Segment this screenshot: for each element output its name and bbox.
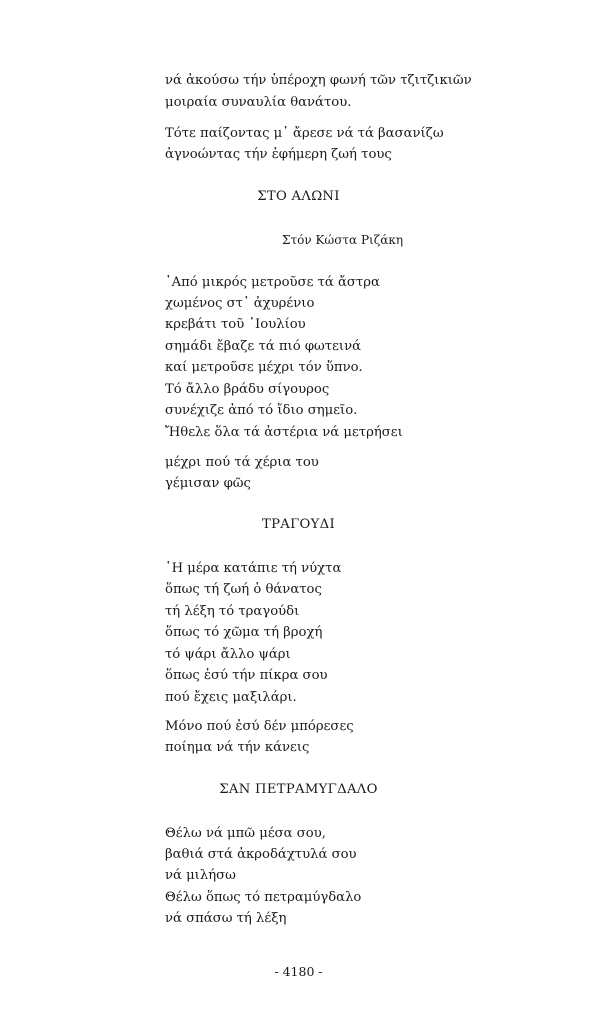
poem-line: νά σπάσω τή λέξη: [165, 911, 287, 926]
poem-line: τό ψάρι ἄλλο ψάρι: [165, 647, 291, 662]
poem-title: ΣΤΟ ΑΛΩΝΙ: [257, 189, 340, 204]
poem-line: τή λέξη τό τραγούδι: [165, 604, 300, 619]
poem-line: νά μιλήσω: [165, 868, 236, 883]
poem-line: γέμισαν φῶς: [165, 476, 251, 491]
poem-line: Τότε παίζοντας μ᾽ ἄρεσε νά τά βασανίζω: [165, 126, 444, 141]
poem-line: ᾽Από μικρός μετροῦσε τά ἄστρα: [165, 275, 380, 290]
poem-line: Ἤθελε ὅλα τά ἀστέρια νά μετρήσει: [165, 425, 403, 440]
poem-line: Μόνο πού ἐσύ δέν μπόρεσες: [165, 719, 354, 734]
poem-line: ὅπως τή ζωή ὁ θάνατος: [165, 582, 322, 597]
poem-line: ὅπως ἐσύ τήν πίκρα σου: [165, 668, 328, 683]
poem-line: σημάδι ἔβαζε τά πιό φωτεινά: [165, 339, 362, 354]
poem-line: Θέλω νά μπῶ μέσα σου,: [165, 826, 326, 841]
poem-line: μοιραία συναυλία θανάτου.: [165, 95, 352, 110]
poem-line: ῾Η μέρα κατάπιε τή νύχτα: [165, 561, 342, 576]
poem-line: καί μετροῦσε μέχρι τόν ὕπνο.: [165, 360, 363, 375]
poem-line: χωμένος στ᾽ ἀχυρένιο: [165, 296, 315, 311]
poem-line: νά ἀκούσω τήν ὑπέροχη φωνή τῶν τζιτζικιῶν: [165, 73, 472, 88]
poem-line: συνέχιζε ἀπό τό ἴδιο σημεῖο.: [165, 403, 358, 418]
poem-title: ΤΡΑΓΟΥΔΙ: [262, 517, 335, 532]
page-number: - 4180 -: [274, 964, 323, 979]
poem-line: πού ἔχεις μαξιλάρι.: [165, 690, 297, 705]
poem-line: ἀγνοώντας τήν ἐφήμερη ζωή τους: [165, 147, 392, 162]
poem-line: ὅπως τό χῶμα τή βροχή: [165, 625, 323, 640]
poem-dedication: Στόν Κώστα Ριζάκη: [282, 233, 404, 247]
poem-line: ποίημα νά τήν κάνεις: [165, 740, 310, 755]
poem-title: ΣΑΝ ΠΕΤΡΑΜΥΓΔΑΛΟ: [219, 782, 378, 797]
poem-line: κρεβάτι τοῦ ᾽Ιουλίου: [165, 317, 306, 332]
poem-line: Τό ἄλλο βράδυ σίγουρος: [165, 382, 330, 397]
poem-line: βαθιά στά ἀκροδάχτυλά σου: [165, 847, 357, 862]
poem-line: Θέλω ὅπως τό πετραμύγδαλο: [165, 890, 362, 905]
poem-line: μέχρι πού τά χέρια του: [165, 455, 319, 470]
